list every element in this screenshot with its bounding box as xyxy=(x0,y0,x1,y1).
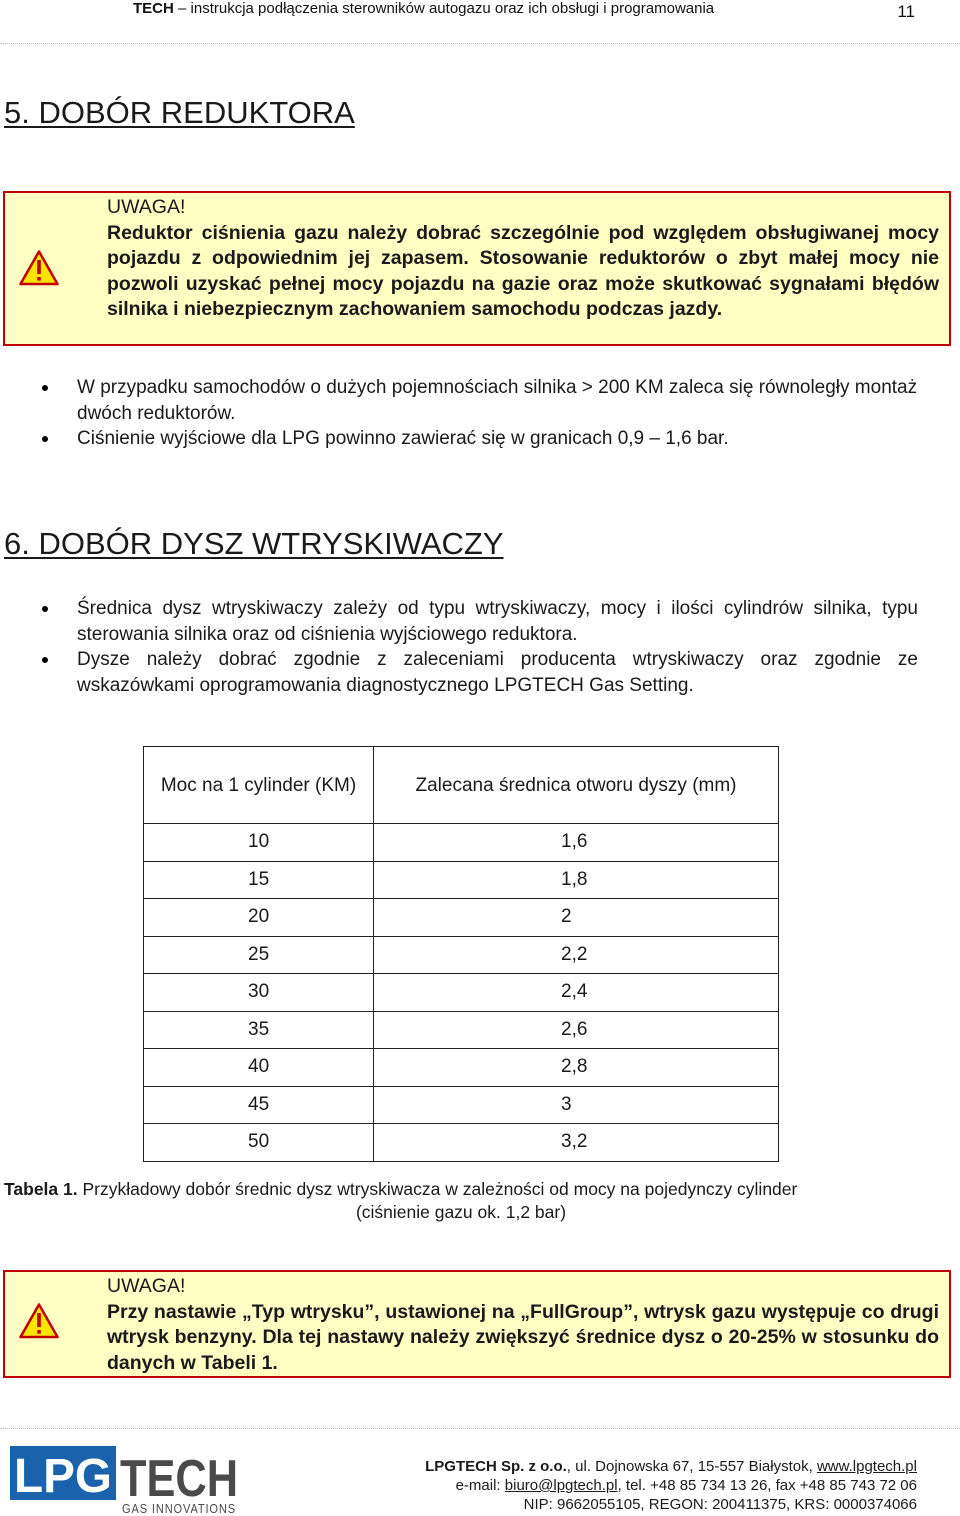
list-item: W przypadku samochodów o dużych pojemnościach silnika > 200 KM zaleca się równoległy montaż dwóch reduktorów. xyxy=(42,375,918,426)
power-cell: 45 xyxy=(144,1086,374,1124)
caption-label: Tabela 1. xyxy=(4,1179,78,1199)
caption-note: (ciśnienie gazu ok. 1,2 bar) xyxy=(355,1202,567,1222)
registry-numbers: NIP: 9662055105, REGON: 200411375, KRS: 0000374066 xyxy=(523,1496,917,1513)
company-name: LPGTECH Sp. z o.o. xyxy=(425,1458,567,1475)
header-divider xyxy=(0,43,960,44)
section-5-title: 5. DOBÓR REDUKTORA xyxy=(4,95,355,130)
warning-label: UWAGA! xyxy=(107,1275,186,1297)
footer-contact xyxy=(377,1457,917,1514)
warning-icon xyxy=(19,1303,59,1339)
diameter-cell: 2,6 xyxy=(374,1011,779,1049)
warning-box-reducer xyxy=(3,191,951,346)
warning-label: UWAGA! xyxy=(107,196,186,218)
table-row xyxy=(144,936,779,974)
phone-fax: , tel. +48 85 734 13 26, fax +48 85 743 72 06 xyxy=(617,1477,917,1494)
warning-icon xyxy=(19,250,59,286)
table-row xyxy=(144,824,779,862)
power-cell: 30 xyxy=(144,974,374,1012)
list-item: Dysze należy dobrać zgodnie z zaleceniami producenta wtryskiwaczy oraz zgodnie ze wskazówkami oprogramowania diagnostycznego LPGTECH Gas Setting. xyxy=(42,647,918,698)
diameter-cell: 2,2 xyxy=(374,936,779,974)
header-title: – instrukcja podłączenia sterowników autogazu oraz ich obsługi i programowania xyxy=(173,0,715,17)
warning-text: Przy nastawie „Typ wtrysku”, ustawionej na „FullGroup”, wtrysk gazu występuje co drugi wtrysk benzyny. Dla tej nastawy należy zwiększyć średnice dysz o 20-25% w stosunku do danych w Tabeli 1. xyxy=(107,1300,939,1374)
table-row xyxy=(144,861,779,899)
list-item: Średnica dysz wtryskiwaczy zależy od typu wtryskiwaczy, mocy i ilości cylindrów silnika, typu sterowania silnika oraz od ciśnienia wyjściowego reduktora. xyxy=(42,596,918,647)
header-brand: TECH xyxy=(133,0,174,17)
website-link[interactable]: www.lpgtech.pl xyxy=(816,1458,917,1475)
diameter-cell: 2,4 xyxy=(374,974,779,1012)
diameter-cell: 3,2 xyxy=(374,1124,779,1162)
section-6-title: 6. DOBÓR DYSZ WTRYSKIWACZY xyxy=(4,526,504,561)
list-item: Ciśnienie wyjściowe dla LPG powinno zawierać się w granicach 0,9 – 1,6 bar. xyxy=(42,426,918,452)
power-cell: 40 xyxy=(144,1049,374,1087)
diameter-cell: 1,6 xyxy=(374,824,779,862)
email-label: e-mail: xyxy=(455,1477,505,1494)
power-cell: 10 xyxy=(144,824,374,862)
warning-text: Reduktor ciśnienia gazu należy dobrać szczególnie pod względem obsługiwanej mocy pojazdu z odpowiednim jej zapasem. Stosowanie reduktorów o zbyt małej mocy nie pozwoli uzyskać pełnej mocy pojazdu na gazie oraz może skutkować sygnałami błędów silnika i niebezpiecznym zachowaniem samochodu podczas jazdy. xyxy=(107,221,939,320)
table-row xyxy=(144,974,779,1012)
footer-divider xyxy=(0,1428,960,1429)
table-caption xyxy=(4,1178,918,1224)
nozzle-diameter-table xyxy=(143,746,779,1162)
page-number: 11 xyxy=(897,2,915,21)
table-row xyxy=(144,1086,779,1124)
table-header-diameter: Zalecana średnica otworu dyszy (mm) xyxy=(374,747,779,824)
svg-text:LPG: LPG xyxy=(14,1450,112,1503)
nozzle-notes-list xyxy=(42,596,918,698)
diameter-cell: 2 xyxy=(374,899,779,937)
document-header xyxy=(133,0,714,17)
company-address: , ul. Dojnowska 67, 15-557 Białystok, xyxy=(566,1458,817,1475)
diameter-cell: 2,8 xyxy=(374,1049,779,1087)
svg-text:TECH: TECH xyxy=(120,1450,238,1508)
table-row xyxy=(144,1124,779,1162)
table-row xyxy=(144,1049,779,1087)
power-cell: 50 xyxy=(144,1124,374,1162)
diameter-cell: 3 xyxy=(374,1086,779,1124)
table-header-power: Moc na 1 cylinder (KM) xyxy=(144,747,374,824)
table-row xyxy=(144,1011,779,1049)
email-link[interactable]: biuro@lpgtech.pl xyxy=(504,1477,618,1494)
svg-text:GAS INNOVATIONS: GAS INNOVATIONS xyxy=(122,1502,236,1516)
power-cell: 15 xyxy=(144,861,374,899)
lpgtech-logo xyxy=(8,1442,244,1516)
power-cell: 25 xyxy=(144,936,374,974)
warning-box-fullgroup xyxy=(3,1270,951,1378)
power-cell: 20 xyxy=(144,899,374,937)
reducer-notes-list xyxy=(42,375,918,452)
power-cell: 35 xyxy=(144,1011,374,1049)
diameter-cell: 1,8 xyxy=(374,861,779,899)
table-row xyxy=(144,899,779,937)
caption-text: Przykładowy dobór średnic dysz wtryskiwacza w zależności od mocy na pojedynczy cylinder xyxy=(77,1179,798,1199)
